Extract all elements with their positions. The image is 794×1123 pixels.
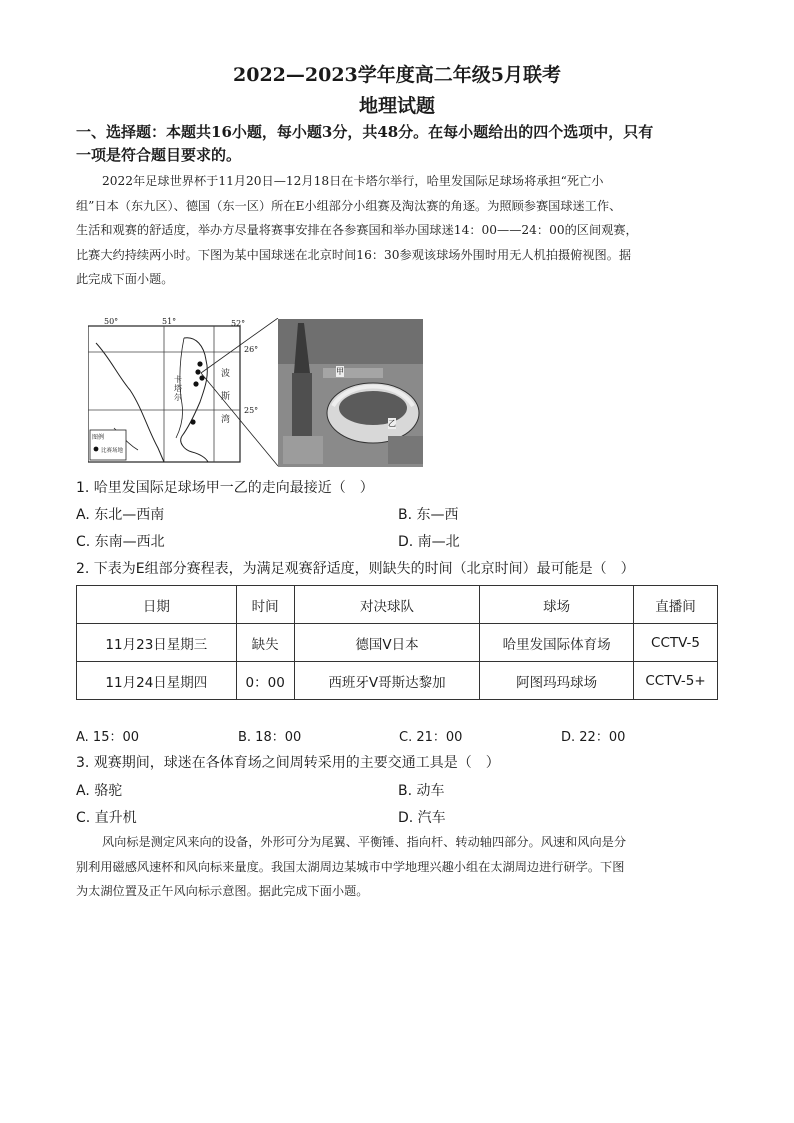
lat-label: 25° [244, 406, 259, 415]
country-label-char: 卡 [174, 375, 182, 384]
table-header-row [77, 586, 718, 624]
figure-qatar-stadium [88, 318, 424, 468]
venue-dot [190, 419, 195, 424]
venue-dot [195, 369, 200, 374]
question-1-option-a: A. 东北—西南 [76, 507, 165, 523]
photo-label-a: 甲 [336, 367, 344, 376]
section-heading [76, 121, 716, 167]
question-2-stem: 2. 下表为E组部分赛程表，为满足观赛舒适度，则缺失的时间（北京时间）最可能是（ ） [76, 561, 635, 577]
table-cell: 德国V日本 [294, 624, 480, 662]
table-cell: 缺失 [236, 624, 294, 662]
schedule-table [76, 585, 718, 700]
table-cell: 11月24日星期四 [77, 662, 237, 700]
sea-label-char: 湾 [221, 415, 231, 425]
question-1-option-b: B. 东—西 [398, 507, 459, 523]
table-cell: 西班牙V哥斯达黎加 [294, 662, 480, 700]
question-1-option-c: C. 东南—西北 [76, 534, 165, 550]
table-header-cell: 直播间 [634, 586, 718, 624]
passage-line: 生活和观赛的舒适度，举办方尽量将赛事安排在各参赛国和举办国球迷14：00——24：00的区间观赛， [76, 223, 638, 237]
table-header-cell: 时间 [236, 586, 294, 624]
passage-line: 此完成下面小题。 [76, 272, 174, 286]
sea-label-char: 斯 [221, 392, 231, 402]
passage-line: 风向标是测定风来向的设备，外形可分为尾翼、平衡锤、指向杆、转动轴四部分。风速和风向是分 [102, 835, 627, 849]
question-2-option-a: A. 15：00 [76, 730, 140, 745]
country-label-char: 塔 [174, 384, 182, 393]
passage-line: 组”日本（东九区）、德国（东一区）所在E小组部分小组赛及淘汰赛的角逐。为照顾参赛国球迷工作、 [76, 198, 622, 213]
sea-label-char: 波 [221, 369, 231, 379]
table-cell: CCTV-5 [634, 624, 718, 662]
stadium-aerial-photo [278, 319, 423, 467]
question-2-option-b: B. 18：00 [238, 730, 302, 745]
table-cell: 哈里发国际体育场 [480, 624, 634, 662]
question-3-stem: 3. 观赛期间，球迷在各体育场之间周转采用的主要交通工具是（ ） [76, 755, 500, 771]
table-header-cell: 对决球队 [294, 586, 480, 624]
table-cell: CCTV-5+ [634, 662, 718, 700]
country-label [174, 375, 183, 402]
figure-svg [88, 318, 424, 468]
country-label-char: 尔 [174, 393, 182, 402]
question-2-option-c: C. 21：00 [399, 730, 463, 745]
legend-item: 比赛场地 [101, 448, 124, 454]
table-cell: 0：00 [236, 662, 294, 700]
question-1-stem: 1. 哈里发国际足球场甲一乙的走向最接近（ ） [76, 480, 374, 496]
exam-title: 2022—2023学年度高二年级5月联考 [233, 64, 561, 86]
passage-line: 2022年足球世界杯于11月20日—12月18日在卡塔尔举行，哈里发国际足球场将承担“死亡小 [102, 174, 604, 188]
legend-title: 图例 [92, 434, 105, 441]
section-heading-line: 一、选择题：本题共16小题，每小题3分，共48分。在每小题给出的四个选项中，只有 [76, 123, 654, 141]
passage-line: 别利用磁感风速杯和风向标来量度。我国太湖周边某城市中学地理兴趣小组在太湖周边进行研学。下图 [76, 859, 625, 874]
passage-line: 比赛大约持续两小时。下图为某中国球迷在北京时间16：30参观该球场外围时用无人机拍摄俯视图。据 [76, 247, 632, 262]
photo-label-b: 乙 [388, 419, 396, 428]
lon-label: 52° [231, 319, 246, 328]
table-row [77, 662, 718, 700]
question-3-option-d: D. 汽车 [398, 810, 446, 826]
qatar-map [88, 318, 278, 466]
passage-worldcup [76, 169, 718, 292]
table-header-cell: 日期 [77, 586, 237, 624]
exam-subtitle: 地理试题 [358, 95, 435, 117]
question-2-option-d: D. 22：00 [561, 730, 626, 745]
passage-line: 为太湖位置及正午风向标示意图。据此完成下面小题。 [76, 884, 369, 898]
venue-dot [193, 381, 198, 386]
question-3-option-a: A. 骆驼 [76, 783, 123, 799]
passage-wind-vane [76, 830, 718, 904]
question-3-option-c: C. 直升机 [76, 810, 137, 826]
table-row [77, 624, 718, 662]
table-cell: 11月23日星期三 [77, 624, 237, 662]
section-heading-line: 一项是符合题目要求的。 [76, 146, 242, 164]
lon-label: 50° [104, 317, 119, 326]
lat-label: 26° [244, 345, 259, 354]
lon-label: 51° [162, 317, 177, 326]
venue-dot [197, 361, 202, 366]
table-cell: 阿图玛玛球场 [480, 662, 634, 700]
question-3-option-b: B. 动车 [398, 783, 445, 799]
sea-label [221, 363, 231, 432]
question-1-option-d: D. 南—北 [398, 534, 460, 550]
table-header-cell: 球场 [480, 586, 634, 624]
